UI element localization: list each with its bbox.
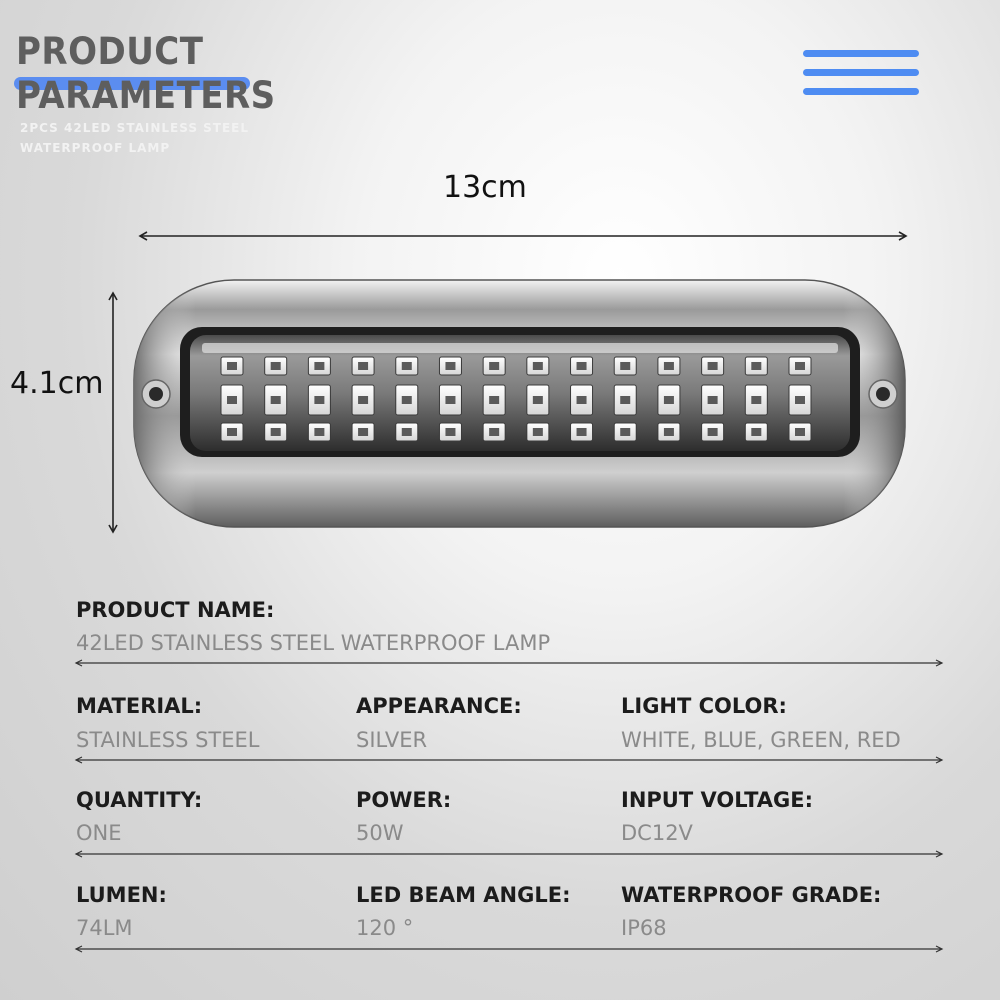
input-voltage-label: INPUT VOLTAGE: [621, 788, 814, 812]
quantity-label: QUANTITY: [76, 788, 203, 812]
height-dimension-label: 4.1cm [10, 366, 104, 401]
lumen-value: 74LM [76, 916, 133, 940]
divider [74, 755, 944, 765]
product-name-label: PRODUCT NAME: [76, 598, 275, 622]
divider [74, 944, 944, 954]
material-label: MATERIAL: [76, 694, 203, 718]
width-dimension-label: 13cm [443, 170, 527, 205]
light-color-value: WHITE, BLUE, GREEN, RED [621, 728, 901, 752]
appearance-value: SILVER [356, 728, 428, 752]
quantity-value: ONE [76, 821, 122, 845]
waterproof-grade-value: IP68 [621, 916, 667, 940]
led-beam-angle-label: LED BEAM ANGLE: [356, 883, 571, 907]
power-label: POWER: [356, 788, 452, 812]
subtitle-line-1: 2PCS 42LED STAINLESS STEEL [20, 121, 250, 135]
power-value: 50W [356, 821, 404, 845]
title-line-product: PRODUCT [16, 30, 204, 73]
divider [74, 849, 944, 859]
input-voltage-value: DC12V [621, 821, 693, 845]
product-name-value: 42LED STAINLESS STEEL WATERPROOF LAMP [76, 631, 551, 655]
appearance-label: APPEARANCE: [356, 694, 522, 718]
lumen-label: LUMEN: [76, 883, 167, 907]
title-line-parameters: PARAMETERS [16, 74, 276, 117]
light-color-label: LIGHT COLOR: [621, 694, 787, 718]
material-value: STAINLESS STEEL [76, 728, 260, 752]
waterproof-grade-label: WATERPROOF GRADE: [621, 883, 882, 907]
subtitle-line-2: WATERPROOF LAMP [20, 141, 171, 155]
led-beam-angle-value: 120 ° [356, 916, 414, 940]
divider [74, 658, 944, 668]
